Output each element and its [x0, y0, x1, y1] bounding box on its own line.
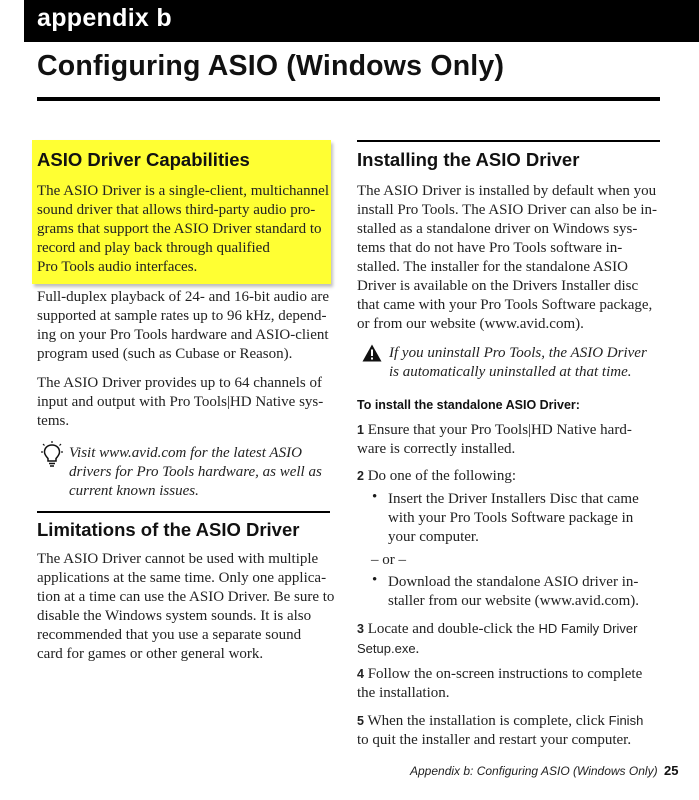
- step-2-option-1: Insert the Driver Installers Disc that came with your Pro Tools Software package in your computer.: [388, 491, 639, 545]
- procedure-title: To install the standalone ASIO Driver:: [357, 398, 580, 412]
- capabilities-paragraph-3: The ASIO Driver provides up to 64 channels of input and output with Pro Tools|HD Native sys- tems.: [37, 375, 324, 429]
- step-2: 2 Do one of the following:: [357, 468, 517, 484]
- capabilities-intro: The ASIO Driver is a single-client, multichannel sound driver that allows third-party audio pro- grams that support the ASIO Driver standard to record and play back through qualified Pro Tools audio interfaces.: [37, 183, 330, 275]
- step-2-option-2: Download the standalone ASIO driver in- staller from our website (www.avid.com).: [388, 574, 640, 609]
- warning-icon: [362, 344, 382, 362]
- capabilities-heading: ASIO Driver Capabilities: [37, 149, 250, 170]
- driver-setup-filename: HD Family Driver: [538, 621, 638, 636]
- chapter-label: appendix b: [37, 4, 172, 32]
- step-3: 3 Locate and double-click the HD Family Driver Setup.exe.: [357, 621, 638, 657]
- page-title: Configuring ASIO (Windows Only): [37, 50, 505, 82]
- footer-text: Appendix b: Configuring ASIO (Windows Only): [410, 764, 658, 778]
- finish-button-label: Finish: [608, 713, 644, 728]
- installing-heading: Installing the ASIO Driver: [357, 149, 580, 170]
- page-number: 25: [664, 763, 679, 778]
- step-4: 4 Follow the on-screen instructions to complete the installation.: [357, 666, 643, 701]
- capabilities-paragraph-2: Full-duplex playback of 24- and 16-bit audio are supported at sample rates up to 96 kHz, depend- ing on your Pro Tools hardware and ASIO-client program used (such as Cubase or Reason).: [37, 289, 330, 362]
- title-rule: [37, 97, 660, 101]
- warning-note: If you uninstall Pro Tools, the ASIO Driver is automatically uninstalled at that time.: [389, 345, 647, 380]
- step-1: 1 Ensure that your Pro Tools|HD Native hard- ware is correctly installed.: [357, 422, 632, 457]
- limitations-heading: Limitations of the ASIO Driver: [37, 519, 300, 540]
- lightbulb-icon: [41, 441, 63, 467]
- limitations-paragraph: The ASIO Driver cannot be used with multiple applications at the same time. Only one applica- tion at a time can use the ASIO Driver. Be sure to disable the Windows system sounds. It is also recommended that you use a separate sound card for games or other general work.: [37, 551, 335, 662]
- tip-note: Visit www.avid.com for the latest ASIO drivers for Pro Tools hardware, as well as current known issues.: [69, 445, 322, 499]
- step-5: 5 When the installation is complete, click Finish to quit the installer and restart your computer.: [357, 713, 644, 748]
- bullet-marker: •: [372, 572, 378, 588]
- installing-paragraph: The ASIO Driver is installed by default when you install Pro Tools. The ASIO Driver can also be in- stalled as a standalone driver on Windows sys- tems that do not have Pro Tools software in- stalled. The installer for the standalone ASIO Driver is available on the Drivers Installer disc that came with your Pro Tools Software package, or from our website (www.avid.com).: [357, 183, 658, 332]
- chapter-banner: [24, 0, 699, 42]
- or-separator: – or –: [371, 552, 406, 568]
- bullet-marker: •: [372, 489, 378, 505]
- limitations-rule: [37, 511, 330, 513]
- right-column-rule: [357, 140, 660, 142]
